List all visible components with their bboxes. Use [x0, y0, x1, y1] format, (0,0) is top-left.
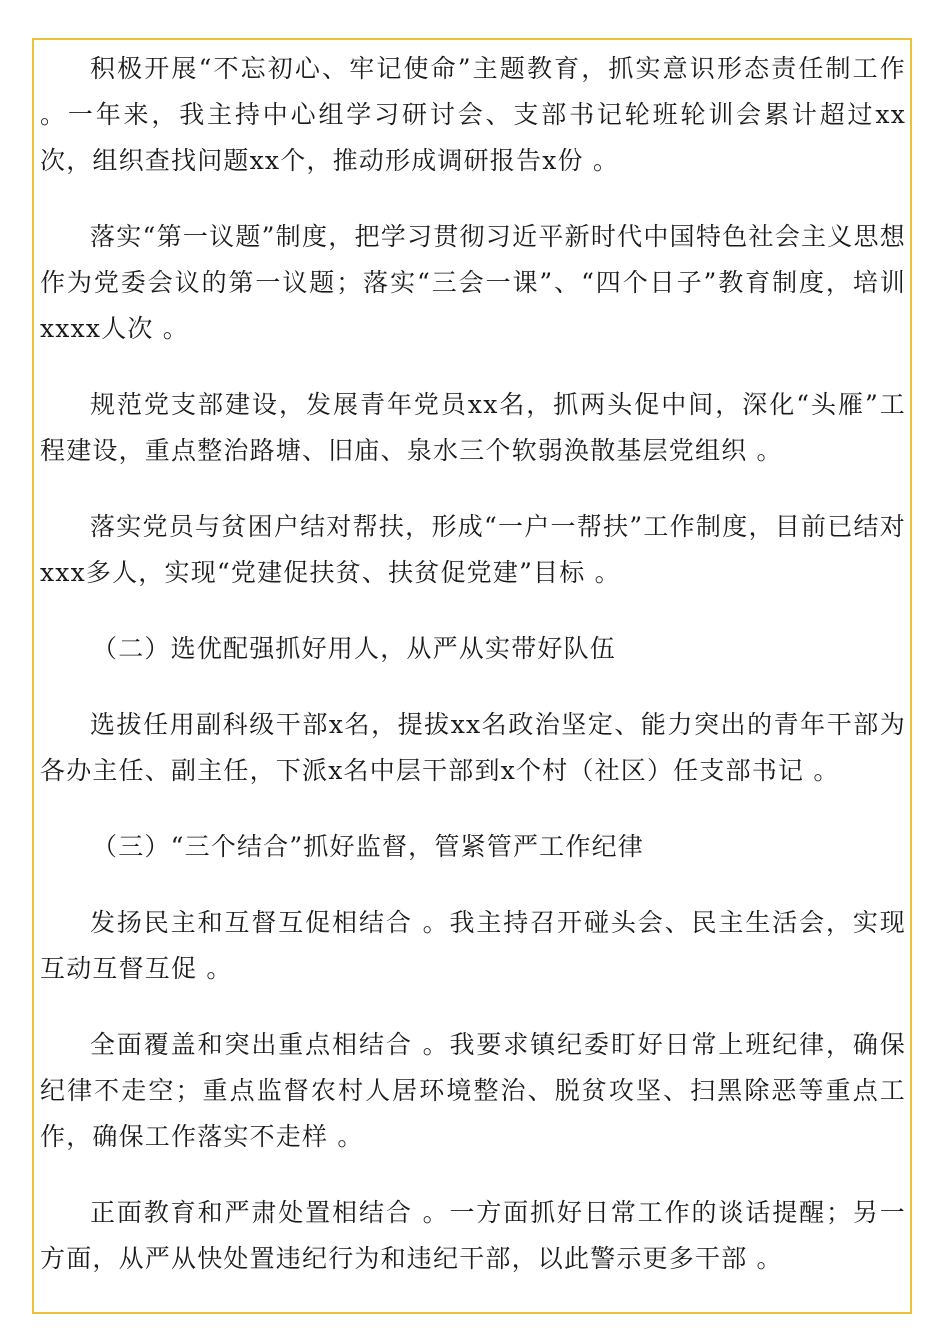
paragraph-democracy: 发扬民主和互督互促相结合 。我主持召开碰头会、民主生活会，实现互动互督互促 。 — [40, 908, 906, 983]
paragraph-poverty-pairing: 落实党员与贫困户结对帮扶，形成“一户一帮扶”工作制度，目前已结对xxx多人，实现“党建促扶贫、扶贫促党建”目标 。 — [40, 512, 906, 587]
paragraph-branch-building: 规范党支部建设，发展青年党员xx名，抓两头促中间，深化“头雁”工程建设，重点整治路塘、旧庙、泉水三个软弱涣散基层党组织 。 — [40, 390, 906, 465]
paragraph-first-agenda: 落实“第一议题”制度，把学习贯彻习近平新时代中国特色社会主义思想作为党委会议的第一议题；落实“三会一课”、“四个日子”教育制度，培训xxxx人次 。 — [40, 222, 906, 343]
paragraph-theme-education: 积极开展“不忘初心、牢记使命”主题教育，抓实意识形态责任制工作 。一年来，我主持中心组学习研讨会、支部书记轮班轮训会累计超过xx次，组织查找问题xx个，推动形成调研报告x份 。 — [40, 54, 906, 175]
paragraph-education-discipline: 正面教育和严肃处置相结合 。一方面抓好日常工作的谈话提醒；另一方面，从严从快处置违纪行为和违纪干部，以此警示更多干部 。 — [40, 1198, 906, 1273]
paragraph-cadre-selection: 选拔任用副科级干部x名，提拔xx名政治坚定、能力突出的青年干部为各办主任、副主任，下派x名中层干部到x个村（社区）任支部书记 。 — [40, 710, 906, 785]
section-heading-3: （三）“三个结合”抓好监督，管紧管严工作纪律 — [92, 832, 644, 861]
document-body — [40, 46, 906, 1312]
paragraph-coverage: 全面覆盖和突出重点相结合 。我要求镇纪委盯好日常上班纪律，确保纪律不走空；重点监督农村人居环境整治、脱贫攻坚、扫黑除恶等重点工作，确保工作落实不走样 。 — [40, 1030, 906, 1151]
section-heading-2: （二）选优配强抓好用人，从严从实带好队伍 — [92, 634, 617, 663]
